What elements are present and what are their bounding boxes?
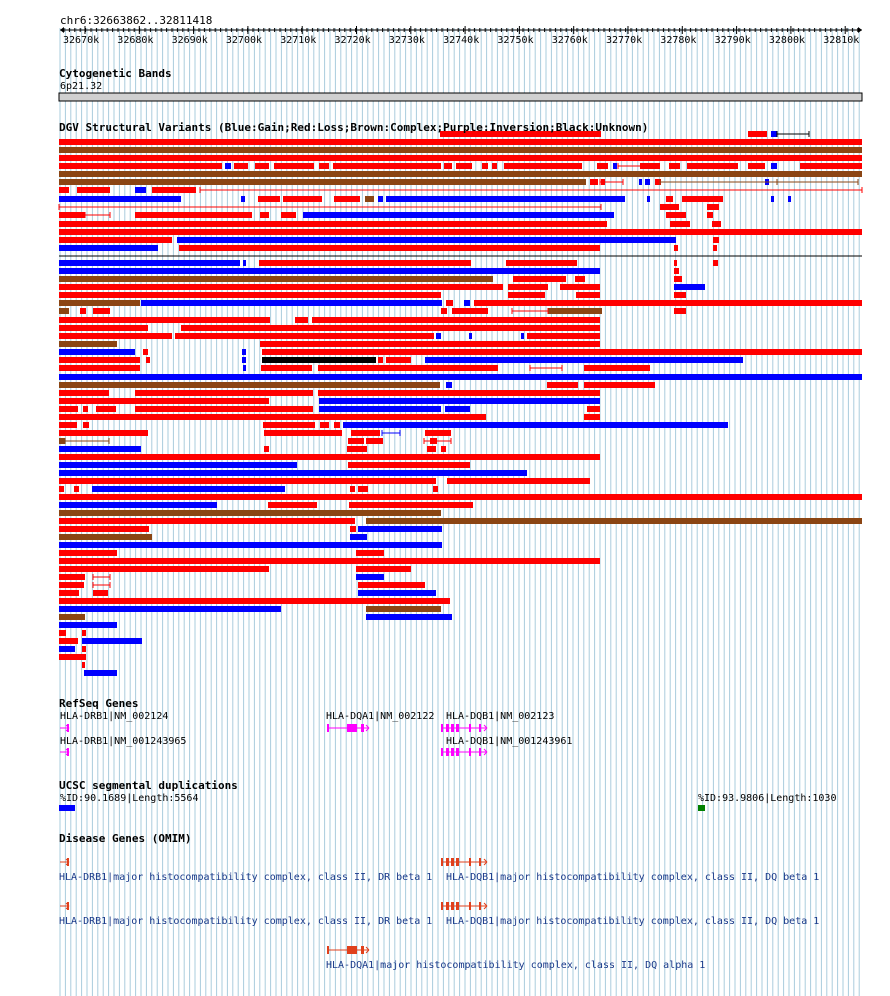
- dgv-variant-bar[interactable]: [707, 212, 713, 218]
- dgv-variant-bar[interactable]: [179, 245, 600, 251]
- dgv-variant-bar[interactable]: [59, 308, 69, 314]
- dgv-variant-bar[interactable]: [366, 614, 452, 620]
- dgv-variant-bar[interactable]: [492, 163, 497, 169]
- dgv-variant-bar[interactable]: [452, 308, 488, 314]
- dgv-variant-bar[interactable]: [712, 221, 721, 227]
- dgv-variant-bar[interactable]: [93, 590, 108, 596]
- dgv-variant-bar[interactable]: [436, 333, 441, 339]
- dgv-variant-bar[interactable]: [84, 670, 117, 676]
- dgv-variant-bar[interactable]: [59, 374, 862, 380]
- dgv-variant-bar[interactable]: [444, 163, 452, 169]
- dgv-variant-bar[interactable]: [386, 196, 625, 202]
- dgv-variant-bar[interactable]: [386, 357, 411, 363]
- gene-exon: [441, 902, 443, 910]
- dgv-variant-bar[interactable]: [560, 284, 600, 290]
- dgv-variant-bar[interactable]: [59, 349, 135, 355]
- dgv-variant-bar[interactable]: [59, 438, 65, 444]
- dgv-variant-bar[interactable]: [358, 590, 436, 596]
- dgv-variant-bar[interactable]: [264, 430, 342, 436]
- dgv-variant-bar[interactable]: [82, 646, 86, 652]
- ruler-tick-label: 32770k: [606, 35, 643, 46]
- dgv-variant-bar[interactable]: [59, 582, 84, 588]
- gene-exon: [327, 946, 329, 954]
- dgv-variant-bar[interactable]: [504, 163, 582, 169]
- dgv-variant-bar[interactable]: [59, 542, 442, 548]
- dgv-variant-bar[interactable]: [349, 502, 473, 508]
- cytoband-track-title[interactable]: Cytogenetic Bands: [59, 67, 172, 80]
- ruler-left-arrow-icon: [60, 27, 64, 33]
- dgv-variant-bar[interactable]: [587, 406, 600, 412]
- dgv-variant-bar[interactable]: [351, 430, 380, 436]
- dgv-variant-bar[interactable]: [59, 486, 64, 492]
- ruler-tick-label: 32810k: [823, 35, 860, 46]
- omim-gene-label[interactable]: HLA-DQB1|major histocompatibility complex, class II, DQ beta 1: [446, 872, 820, 883]
- dgv-variant-bar[interactable]: [152, 187, 196, 193]
- gene-exon: [361, 946, 364, 954]
- dgv-variant-bar[interactable]: [135, 390, 313, 396]
- dgv-variant-bar[interactable]: [243, 260, 246, 266]
- dgv-variant-bar[interactable]: [59, 284, 503, 290]
- dgv-variant-bar[interactable]: [358, 486, 368, 492]
- dgv-variant-bar[interactable]: [356, 574, 384, 580]
- dgv-variant-bar[interactable]: [508, 292, 545, 298]
- dgv-variant-bar[interactable]: [141, 300, 442, 306]
- dgv-variant-bar[interactable]: [445, 406, 470, 412]
- dgv-variant-bar[interactable]: [707, 204, 719, 210]
- dgv-variant-bar[interactable]: [281, 212, 296, 218]
- dgv-variant-bar[interactable]: [748, 163, 765, 169]
- dgv-variant-bar[interactable]: [255, 163, 269, 169]
- dgv-variant-bar[interactable]: [59, 147, 862, 153]
- dgv-variant-bar[interactable]: [59, 526, 149, 532]
- refseq-gene-label[interactable]: HLA-DQB1|NM_002123: [446, 711, 555, 722]
- dgv-variant-bar[interactable]: [59, 446, 141, 452]
- dgv-variant-bar[interactable]: [242, 349, 246, 355]
- dgv-variant-bar[interactable]: [348, 438, 364, 444]
- dgv-variant-bar[interactable]: [181, 325, 600, 331]
- dgv-variant-bar[interactable]: [59, 406, 78, 412]
- gene-exon: [347, 724, 357, 732]
- refseq-gene-label[interactable]: HLA-DQB1|NM_001243961: [446, 736, 573, 747]
- dgv-variant-bar[interactable]: [312, 317, 600, 323]
- dgv-variant-bar[interactable]: [800, 163, 862, 169]
- dgv-variant-bar[interactable]: [59, 317, 270, 323]
- dgv-variant-bar[interactable]: [59, 462, 297, 468]
- dgv-variant-bar[interactable]: [548, 308, 602, 314]
- gene-exon: [479, 858, 481, 866]
- segdup-block[interactable]: [59, 805, 75, 811]
- dgv-variant-bar[interactable]: [527, 333, 600, 339]
- dgv-variant-bar[interactable]: [59, 229, 862, 235]
- dgv-variant-bar[interactable]: [318, 365, 498, 371]
- dgv-variant-bar[interactable]: [482, 163, 488, 169]
- dgv-variant-bar[interactable]: [366, 518, 862, 524]
- dgv-variant-bar[interactable]: [597, 163, 608, 169]
- gene-exon: [446, 858, 449, 866]
- gene-exon: [469, 858, 471, 866]
- gene-exon: [456, 902, 459, 910]
- dgv-variant-bar[interactable]: [506, 260, 577, 266]
- gene-exon: [479, 724, 481, 732]
- dgv-variant-bar[interactable]: [469, 333, 472, 339]
- dgv-variant-bar[interactable]: [687, 163, 738, 169]
- dgv-variant-bar[interactable]: [59, 357, 140, 363]
- ruler-tick-label: 32670k: [63, 35, 100, 46]
- refseq-gene-glyph[interactable]: [60, 724, 69, 732]
- refseq-gene-label[interactable]: HLA-DRB1|NM_001243965: [60, 736, 187, 747]
- dgv-variant-bar[interactable]: [674, 268, 679, 274]
- ruler-tick-label: 32760k: [551, 35, 588, 46]
- omim-gene-glyph[interactable]: [60, 902, 69, 910]
- dgv-variant-bar[interactable]: [83, 406, 88, 412]
- dgv-variant-bar[interactable]: [59, 646, 75, 652]
- dgv-variant-bar[interactable]: [660, 204, 679, 210]
- dgv-variant-bar[interactable]: [333, 163, 441, 169]
- dgv-variant-bar[interactable]: [59, 390, 109, 396]
- dgv-variant-bar[interactable]: [575, 276, 585, 282]
- dgv-variant-bar[interactable]: [303, 212, 614, 218]
- refseq-gene-glyph[interactable]: [441, 724, 487, 732]
- ruler-tick-label: 32680k: [117, 35, 154, 46]
- dgv-variant-bar[interactable]: [425, 357, 743, 363]
- dgv-variant-bar[interactable]: [348, 462, 470, 468]
- omim-gene-glyph[interactable]: [441, 858, 487, 866]
- dgv-variant-bar[interactable]: [80, 308, 86, 314]
- dgv-variant-bar[interactable]: [59, 478, 436, 484]
- dgv-variant-bar[interactable]: [59, 196, 181, 202]
- dgv-variant-bar[interactable]: [234, 163, 248, 169]
- dgv-variant-bar[interactable]: [318, 390, 600, 396]
- dgv-variant-bar[interactable]: [59, 558, 600, 564]
- dgv-variant-bar[interactable]: [59, 606, 281, 612]
- dgv-variant-bar[interactable]: [59, 630, 66, 636]
- ruler-tick-label: 32720k: [334, 35, 371, 46]
- dgv-variant-bar[interactable]: [788, 196, 791, 202]
- dgv-variant-bar[interactable]: [59, 518, 355, 524]
- dgv-variant-bar[interactable]: [613, 163, 617, 169]
- ruler-tick-label: 32700k: [225, 35, 263, 46]
- dgv-variant-bar[interactable]: [59, 333, 172, 339]
- dgv-variant-bar[interactable]: [260, 341, 600, 347]
- dgv-variant-bar[interactable]: [446, 300, 453, 306]
- gene-exon: [361, 724, 364, 732]
- omim-track-title[interactable]: Disease Genes (OMIM): [59, 832, 192, 845]
- gene-exon: [441, 858, 443, 866]
- gene-exon: [446, 748, 449, 756]
- dgv-variant-bar[interactable]: [243, 365, 246, 371]
- dgv-variant-bar[interactable]: [446, 382, 452, 388]
- dgv-track-title[interactable]: DGV Structural Variants (Blue:Gain;Red:Loss;Brown:Complex;Purple:Inversion;Black:Unknown): [59, 121, 649, 134]
- dgv-variant-bar[interactable]: [547, 382, 578, 388]
- dgv-variant-bar[interactable]: [666, 212, 686, 218]
- dgv-variant-bar[interactable]: [319, 398, 600, 404]
- omim-gene-label[interactable]: HLA-DRB1|major histocompatibility complex, class II, DR beta 1: [59, 872, 433, 883]
- dgv-variant-bar[interactable]: [74, 486, 79, 492]
- dgv-variant-bar[interactable]: [59, 292, 441, 298]
- dgv-variant-bar[interactable]: [771, 196, 774, 202]
- dgv-variant-bar[interactable]: [334, 422, 340, 428]
- ruler-right-arrow-icon: [858, 27, 862, 33]
- dgv-variant-bar[interactable]: [258, 196, 280, 202]
- refseq-gene-glyph[interactable]: [441, 748, 487, 756]
- dgv-variant-bar[interactable]: [347, 446, 367, 452]
- dgv-variant-bar[interactable]: [82, 662, 85, 668]
- ruler-tick-label: 32730k: [388, 35, 425, 46]
- dgv-variant-bar[interactable]: [365, 196, 374, 202]
- dgv-variant-bar[interactable]: [456, 163, 472, 169]
- dgv-variant-bar[interactable]: [274, 163, 314, 169]
- dgv-variant-bar[interactable]: [713, 237, 719, 243]
- dgv-variant-bar[interactable]: [669, 163, 680, 169]
- refseq-track-title[interactable]: RefSeq Genes: [59, 697, 139, 710]
- dgv-variant-bar[interactable]: [366, 438, 383, 444]
- omim-gene-glyph[interactable]: [441, 902, 487, 910]
- gene-exon: [456, 858, 459, 866]
- dgv-variant-bar[interactable]: [584, 382, 655, 388]
- segdup-label[interactable]: %ID:93.9806|Length:1030: [698, 793, 837, 804]
- dgv-variant-bar[interactable]: [59, 187, 69, 193]
- gene-exon: [456, 724, 459, 732]
- gene-exon: [469, 724, 471, 732]
- gene-exon: [446, 902, 449, 910]
- dgv-variant-bar[interactable]: [59, 365, 140, 371]
- dgv-variant-bar[interactable]: [59, 398, 269, 404]
- dgv-variant-bar[interactable]: [261, 365, 312, 371]
- dgv-variant-bar[interactable]: [59, 510, 441, 516]
- dgv-variant-bar[interactable]: [59, 654, 86, 660]
- dgv-variant-bar[interactable]: [508, 284, 548, 290]
- dgv-variant-bar[interactable]: [319, 406, 441, 412]
- dgv-variant-bar[interactable]: [464, 300, 470, 306]
- dgv-variant-bar[interactable]: [584, 414, 600, 420]
- dgv-variant-bar[interactable]: [670, 221, 690, 227]
- dgv-variant-bar[interactable]: [343, 422, 728, 428]
- dgv-variant-bar[interactable]: [771, 131, 777, 137]
- gene-exon: [441, 748, 443, 756]
- dgv-variant-bar[interactable]: [674, 292, 686, 298]
- dgv-variant-bar[interactable]: [59, 614, 85, 620]
- dgv-variant-bar[interactable]: [59, 590, 79, 596]
- gene-exon: [451, 858, 454, 866]
- dgv-variant-bar[interactable]: [59, 171, 862, 177]
- dgv-variant-bar[interactable]: [441, 308, 447, 314]
- ruler-tick-label: 32800k: [768, 35, 806, 46]
- dgv-variant-bar[interactable]: [521, 333, 524, 339]
- dgv-variant-bar[interactable]: [263, 422, 315, 428]
- dgv-variant-bar[interactable]: [350, 486, 355, 492]
- dgv-variant-bar[interactable]: [59, 494, 862, 500]
- dgv-variant-bar[interactable]: [771, 163, 777, 169]
- dgv-variant-bar[interactable]: [92, 486, 285, 492]
- dgv-variant-bar[interactable]: [77, 187, 110, 193]
- gene-exon: [479, 748, 481, 756]
- dgv-variant-bar[interactable]: [59, 260, 240, 266]
- dgv-variant-bar[interactable]: [427, 446, 436, 452]
- dgv-variant-bar[interactable]: [378, 196, 383, 202]
- dgv-variant-bar[interactable]: [135, 406, 313, 412]
- dgv-variant-bar[interactable]: [175, 333, 434, 339]
- segdup-label[interactable]: %ID:90.1689|Length:5564: [60, 793, 199, 804]
- cytoband-bar[interactable]: [59, 93, 862, 101]
- ruler-tick-label: 32740k: [443, 35, 480, 46]
- refseq-gene-label[interactable]: HLA-DQA1|NM_002122: [326, 711, 435, 722]
- dgv-variant-bar[interactable]: [334, 196, 360, 202]
- dgv-variant-bar[interactable]: [378, 357, 383, 363]
- dgv-variant-bar[interactable]: [59, 534, 152, 540]
- segdup-track-title[interactable]: UCSC segmental duplications: [59, 779, 238, 792]
- dgv-variant-bar[interactable]: [59, 382, 440, 388]
- dgv-variant-bar[interactable]: [59, 179, 586, 185]
- dgv-variant-bar[interactable]: [59, 550, 117, 556]
- dgv-variant-bar[interactable]: [259, 260, 471, 266]
- dgv-variant-bar[interactable]: [674, 276, 682, 282]
- dgv-variant-bar[interactable]: [59, 221, 607, 227]
- dgv-variant-bar[interactable]: [356, 550, 384, 556]
- cytoband-label: 6p21.32: [60, 81, 103, 92]
- dgv-variant-bar[interactable]: [59, 574, 85, 580]
- dgv-variant-bar[interactable]: [713, 245, 717, 251]
- dgv-variant-bar[interactable]: [59, 212, 85, 218]
- gene-exon: [456, 748, 459, 756]
- dgv-variant-bar[interactable]: [59, 454, 600, 460]
- omim-gene-glyph[interactable]: [60, 858, 69, 866]
- dgv-variant-bar[interactable]: [674, 260, 677, 266]
- dgv-variant-bar[interactable]: [146, 357, 150, 363]
- dgv-variant-bar[interactable]: [59, 502, 217, 508]
- dgv-variant-bar[interactable]: [59, 139, 862, 145]
- dgv-variant-bar[interactable]: [59, 430, 148, 436]
- dgv-variant-bar[interactable]: [177, 237, 676, 243]
- ruler-tick-label: 32690k: [171, 35, 208, 46]
- dgv-variant-bar[interactable]: [59, 341, 117, 347]
- dgv-variant-bar[interactable]: [59, 566, 269, 572]
- gene-exon: [347, 946, 357, 954]
- dgv-variant-bar[interactable]: [264, 446, 269, 452]
- gene-exon: [451, 724, 454, 732]
- dgv-variant-bar[interactable]: [639, 179, 642, 185]
- dgv-variant-bar[interactable]: [262, 357, 376, 363]
- dgv-variant-bar[interactable]: [283, 196, 322, 202]
- omim-gene-label[interactable]: HLA-DRB1|major histocompatibility complex, class II, DR beta 1: [59, 916, 433, 927]
- segdup-block[interactable]: [698, 805, 705, 811]
- omim-gene-glyph[interactable]: [327, 946, 369, 954]
- omim-gene-label[interactable]: HLA-DQA1|major histocompatibility complex, class II, DQ alpha 1: [326, 960, 706, 971]
- dgv-variant-bar[interactable]: [242, 357, 246, 363]
- refseq-gene-glyph[interactable]: [60, 748, 69, 756]
- gene-exon: [451, 902, 454, 910]
- dgv-variant-bar[interactable]: [356, 566, 411, 572]
- dgv-variant-bar[interactable]: [59, 622, 117, 628]
- dgv-variant-bar[interactable]: [295, 317, 308, 323]
- ruler-tick-label: 32780k: [660, 35, 697, 46]
- dgv-variant-bar[interactable]: [268, 502, 317, 508]
- dgv-variant-bar[interactable]: [713, 260, 718, 266]
- dgv-variant-bar[interactable]: [59, 598, 450, 604]
- gene-exon: [327, 724, 329, 732]
- dgv-variant-bar[interactable]: [59, 638, 78, 644]
- dgv-variant-bar[interactable]: [59, 268, 600, 274]
- dgv-variant-bar[interactable]: [666, 196, 673, 202]
- dgv-variant-bar[interactable]: [59, 325, 148, 331]
- dgv-variant-bar[interactable]: [320, 422, 329, 428]
- dgv-variant-bar[interactable]: [576, 292, 600, 298]
- refseq-gene-label[interactable]: HLA-DRB1|NM_002124: [60, 711, 169, 722]
- dgv-variant-bar[interactable]: [645, 179, 650, 185]
- dgv-variant-bar[interactable]: [366, 606, 441, 612]
- dgv-variant-bar[interactable]: [674, 308, 686, 314]
- dgv-variant-bar[interactable]: [59, 414, 486, 420]
- dgv-variant-bar[interactable]: [59, 470, 527, 476]
- dgv-variant-bar[interactable]: [590, 179, 598, 185]
- dgv-variant-bar[interactable]: [59, 422, 77, 428]
- dgv-variant-bar[interactable]: [358, 526, 442, 532]
- refseq-gene-glyph[interactable]: [327, 724, 369, 732]
- dgv-variant-bar[interactable]: [674, 284, 705, 290]
- gene-exon: [441, 724, 443, 732]
- dgv-variant-bar[interactable]: [682, 196, 723, 202]
- omim-gene-label[interactable]: HLA-DQB1|major histocompatibility complex, class II, DQ beta 1: [446, 916, 820, 927]
- dgv-variant-bar[interactable]: [59, 245, 158, 251]
- dgv-variant-bar[interactable]: [433, 486, 438, 492]
- dgv-variant-bar[interactable]: [83, 422, 89, 428]
- dgv-variant-bar[interactable]: [59, 276, 493, 282]
- dgv-variant-bar[interactable]: [143, 349, 148, 355]
- dgv-variant-bar[interactable]: [748, 131, 767, 137]
- dgv-variant-bar[interactable]: [93, 308, 110, 314]
- gene-exon: [469, 902, 471, 910]
- gene-exon: [469, 748, 471, 756]
- dgv-variant-bar[interactable]: [350, 526, 356, 532]
- dgv-variant-bar[interactable]: [59, 237, 172, 243]
- dgv-variant-bar[interactable]: [96, 406, 116, 412]
- dgv-variant-bar[interactable]: [135, 187, 146, 193]
- dgv-variant-bar[interactable]: [135, 212, 252, 218]
- dgv-variant-bar[interactable]: [647, 196, 650, 202]
- dgv-variant-bar[interactable]: [241, 196, 245, 202]
- dgv-variant-bar[interactable]: [447, 478, 590, 484]
- dgv-variant-bar[interactable]: [674, 245, 678, 251]
- gene-exon: [446, 724, 449, 732]
- dgv-variant-bar[interactable]: [358, 582, 425, 588]
- ruler-tick-label: 32790k: [714, 35, 751, 46]
- gene-exon: [451, 748, 454, 756]
- dgv-variant-bar[interactable]: [225, 163, 231, 169]
- region-label: chr6:32663862..32811418: [60, 14, 213, 27]
- dgv-variant-bar[interactable]: [260, 212, 269, 218]
- dgv-variant-bar[interactable]: [425, 430, 451, 436]
- ruler-tick-label: 32750k: [497, 35, 534, 46]
- gene-exon: [479, 902, 481, 910]
- dgv-variant-bar[interactable]: [441, 446, 446, 452]
- ruler-tick-label: 32710k: [280, 35, 317, 46]
- dgv-variant-bar[interactable]: [513, 276, 566, 282]
- dgv-variant-bar[interactable]: [82, 638, 142, 644]
- dgv-variant-bar[interactable]: [584, 365, 650, 371]
- dgv-variant-bar[interactable]: [82, 630, 86, 636]
- dgv-variant-bar[interactable]: [59, 300, 140, 306]
- dgv-variant-bar[interactable]: [59, 155, 862, 161]
- dgv-variant-bar[interactable]: [319, 163, 329, 169]
- dgv-variant-bar[interactable]: [474, 300, 862, 306]
- dgv-variant-bar[interactable]: [59, 163, 222, 169]
- dgv-variant-bar[interactable]: [262, 349, 862, 355]
- dgv-variant-bar[interactable]: [350, 534, 367, 540]
